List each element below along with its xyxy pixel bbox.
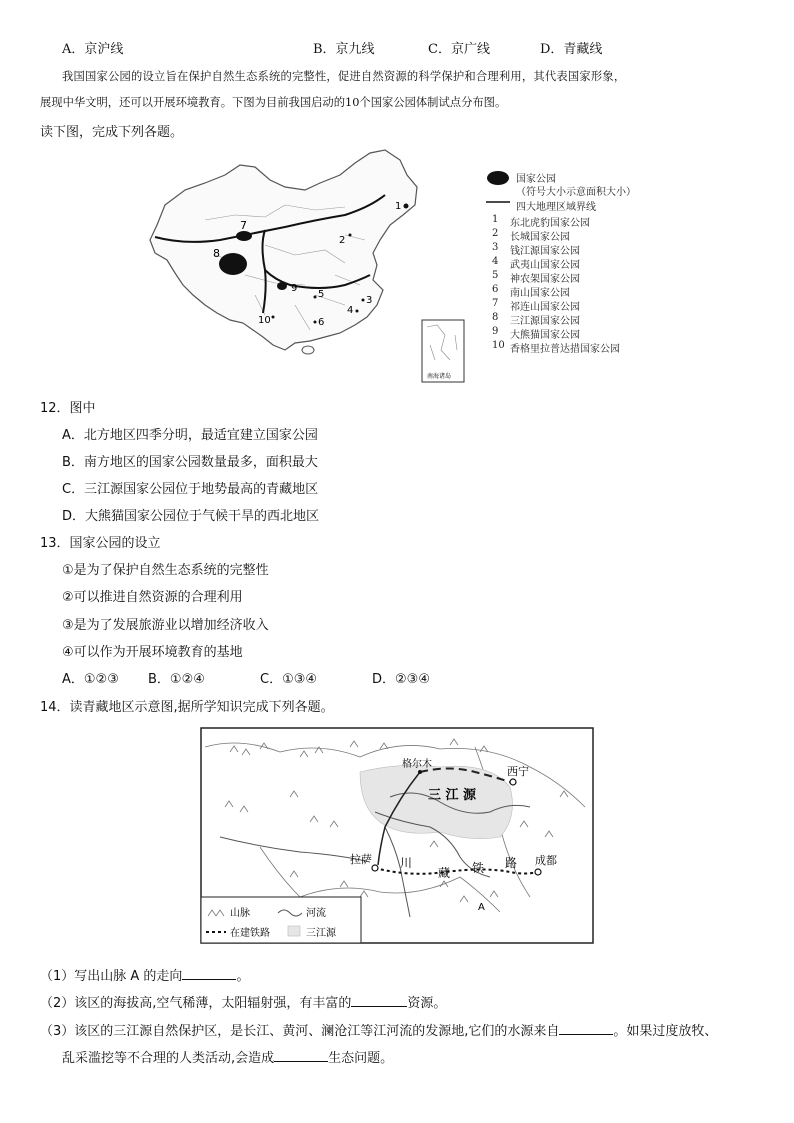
legend-railway-label: 在建铁路 (230, 928, 270, 939)
legend-park-label: 国家公园 (516, 174, 556, 185)
legend-name-4: 武夷山国家公园 (510, 260, 580, 271)
intro-line-1: 我国国家公园的设立旨在保护自然生态系统的完整性，促进自然资源的科学保护和合理利用，其代表国家形象， (62, 70, 626, 83)
map2-legend-box (201, 897, 361, 943)
map-label-4: 4 (347, 305, 354, 316)
china-outline (150, 150, 417, 350)
legend-num-10: 10 (492, 340, 505, 351)
q14-part3-line2-end: 生态问题。 (328, 1051, 394, 1066)
map-label-7: 7 (240, 219, 247, 232)
q13-option-b: B．①②④ (148, 672, 205, 687)
q13-stem: 13．国家公园的设立 (40, 536, 161, 551)
q14-part3-line2 (62, 1047, 393, 1066)
legend-num-6: 6 (492, 284, 499, 295)
park-marker-5 (314, 296, 317, 299)
q14-part2-blank[interactable] (351, 994, 407, 1007)
label-sanjiangyuan: 三 江 源 (428, 788, 477, 803)
city-lhasa-marker (372, 865, 378, 871)
label-railway-2: 藏 (438, 866, 451, 880)
legend-num-1: 1 (492, 214, 499, 225)
label-railway-3: 铁 (472, 861, 485, 875)
map-label-5: 5 (318, 289, 325, 300)
city-xining-marker (510, 779, 516, 785)
legend-name-5: 神农架国家公园 (510, 274, 580, 285)
park-marker-4 (356, 310, 359, 313)
q14-stem: 14．读青藏地区示意图,据所学知识完成下列各题。 (40, 700, 334, 715)
q14-part3 (40, 1020, 717, 1039)
map-label-2: 2 (339, 235, 346, 246)
q14-part2-text: （2）该区的海拔高,空气稀薄，太阳辐射强，有丰富的 (40, 996, 352, 1011)
legend-river-label: 河流 (306, 908, 326, 919)
q14-part1-text: （1）写出山脉 A 的走向 (40, 969, 183, 984)
q14-part2-end: 资源。 (407, 996, 447, 1011)
label-railway-1: 川 (400, 856, 413, 870)
q12-option-d: D．大熊猫国家公园位于气候干旱的西北地区 (62, 509, 320, 524)
legend-name-9: 大熊猫国家公园 (510, 330, 580, 341)
park-marker-6 (314, 321, 317, 324)
park-marker-2 (349, 234, 352, 237)
legend-name-3: 钱江源国家公园 (510, 246, 580, 257)
option-c: C．京广线 (428, 42, 490, 57)
q13-statement-2: ②可以推进自然资源的合理利用 (62, 590, 243, 605)
legend-sanjiangyuan-label: 三江源 (306, 928, 336, 939)
legend-symbols (484, 168, 514, 208)
legend-num-5: 5 (492, 270, 499, 281)
park-marker-10 (272, 316, 275, 319)
label-lhasa: 拉萨 (350, 853, 372, 866)
option-d: D．青藏线 (540, 42, 603, 57)
legend-num-8: 8 (492, 312, 499, 323)
park-marker-8 (219, 253, 247, 275)
q12-option-b: B．南方地区的国家公园数量最多，面积最大 (62, 455, 318, 470)
park-marker-1 (404, 204, 409, 209)
label-golmud: 格尔木 (402, 759, 432, 770)
q12-option-a: A．北方地区四季分明，最适宜建立国家公园 (62, 428, 318, 443)
park-marker-3 (362, 299, 365, 302)
q14-part3-blank-1[interactable] (559, 1022, 613, 1035)
q14-part3-mid: 。如果过度放牧、 (613, 1024, 718, 1039)
china-parks-map (145, 145, 480, 385)
legend-num-7: 7 (492, 298, 499, 309)
legend-num-9: 9 (492, 326, 499, 337)
q14-part3-text: （3）该区的三江源自然保护区，是长江、黄河、澜沧江等江河流的发源地,它们的水源来自 (40, 1024, 560, 1039)
legend-park-note: （符号大小示意面积大小） (516, 187, 636, 198)
city-chengdu-marker (535, 869, 541, 875)
legend-park-icon (487, 171, 509, 185)
map-label-8: 8 (213, 247, 220, 260)
label-xining: 西宁 (507, 765, 529, 778)
q13-statement-4: ④可以作为开展环境教育的基地 (62, 645, 243, 660)
city-golmud-marker (418, 770, 422, 774)
legend-name-2: 长城国家公园 (510, 232, 570, 243)
label-mountain-a: A (478, 902, 485, 913)
q12-option-c: C．三江源国家公园位于地势最高的青藏地区 (62, 482, 319, 497)
legend-mountain-label: 山脉 (230, 908, 250, 919)
read-instruction: 读下图，完成下列各题。 (40, 125, 184, 140)
q13-statement-1: ①是为了保护自然生态系统的完整性 (62, 563, 269, 578)
legend-num-3: 3 (492, 242, 499, 253)
intro-line-2: 展现中华文明，还可以开展环境教育。下图为目前我国启动的10个国家公园体制试点分布图。 (40, 96, 507, 109)
q14-part3-blank-2[interactable] (274, 1049, 328, 1062)
map-label-9: 9 (291, 283, 298, 294)
q14-part1-end: 。 (236, 969, 250, 984)
label-railway-4: 路 (505, 856, 518, 870)
option-a: A．京沪线 (62, 42, 124, 57)
hainan-island (302, 346, 314, 354)
map-label-3: 3 (366, 295, 373, 306)
qinghai-tibet-map (200, 727, 594, 944)
q14-part2 (40, 992, 446, 1011)
legend-num-2: 2 (492, 228, 499, 239)
park-marker-7 (236, 231, 252, 241)
option-b: B．京九线 (313, 42, 375, 57)
q13-option-a: A．①②③ (62, 672, 119, 687)
q14-part1-blank[interactable] (182, 967, 236, 980)
legend-name-8: 三江源国家公园 (510, 316, 580, 327)
legend-name-6: 南山国家公园 (510, 288, 570, 299)
q13-statement-3: ③是为了发展旅游业以增加经济收入 (62, 618, 269, 633)
inset-label: 南海诸岛 (427, 373, 452, 380)
legend-name-7: 祁连山国家公园 (510, 302, 580, 313)
legend-name-10: 香格里拉普达措国家公园 (510, 344, 620, 355)
legend-name-1: 东北虎豹国家公园 (510, 218, 590, 229)
map-label-10: 10 (258, 315, 271, 326)
q13-option-c: C．①③④ (260, 672, 318, 687)
legend-boundary-label: 四大地理区域界线 (516, 202, 596, 213)
q14-part3-line2-text: 乱采滥挖等不合理的人类活动,会造成 (62, 1051, 275, 1066)
q14-part1 (40, 965, 249, 984)
legend-sanjiangyuan-icon (288, 926, 300, 936)
q13-option-d: D．②③④ (372, 672, 430, 687)
label-chengdu: 成都 (535, 854, 557, 867)
legend-num-4: 4 (492, 256, 499, 267)
q12-stem: 12．图中 (40, 401, 96, 416)
park-marker-9 (277, 282, 287, 290)
map-label-1: 1 (395, 201, 402, 212)
map-label-6: 6 (318, 317, 325, 328)
